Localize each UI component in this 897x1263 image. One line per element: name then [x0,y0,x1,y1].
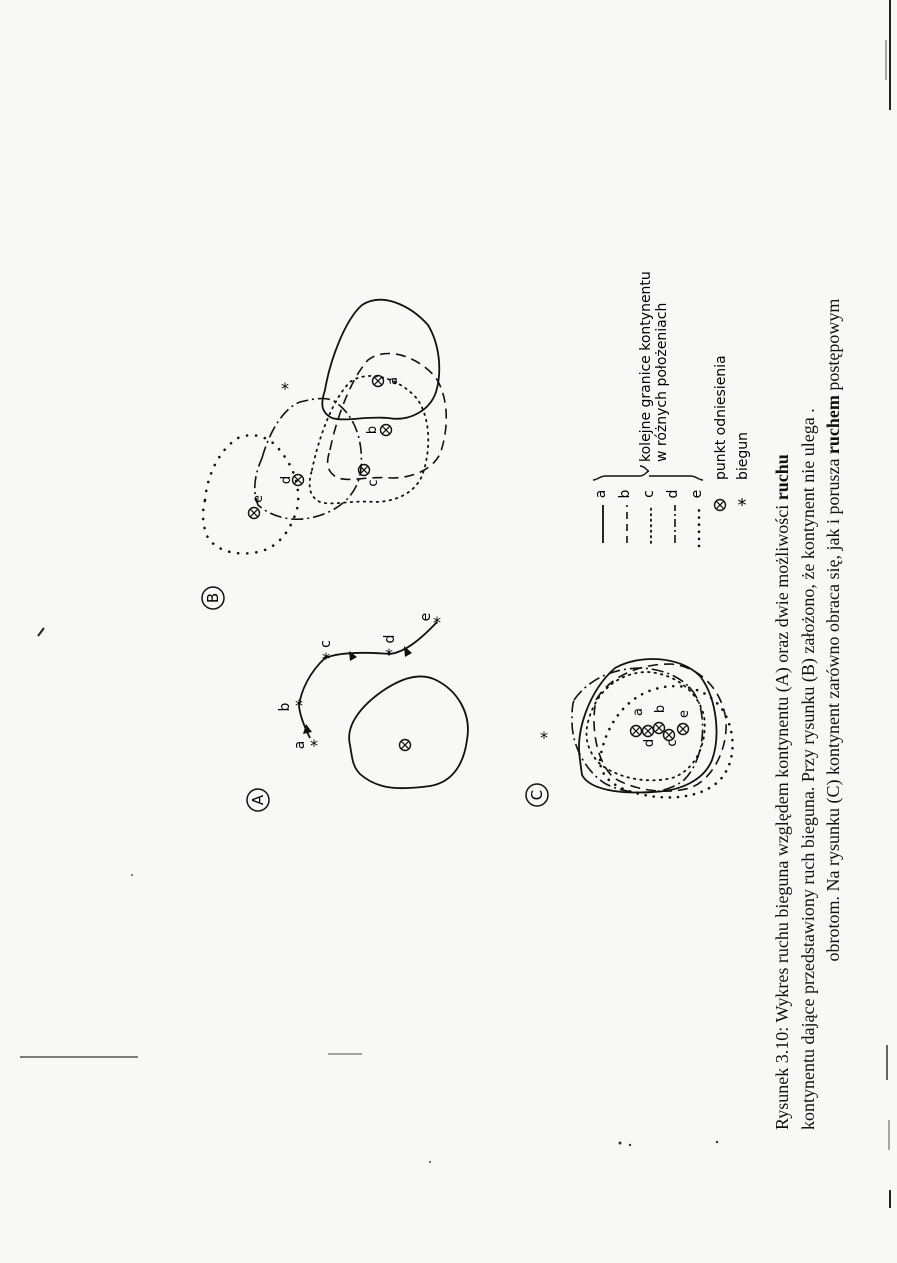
pole-star-b: * [281,379,289,398]
legend-key-c: c [641,490,657,498]
c-point-d: d [642,738,657,748]
legend-key-a: a [593,489,609,499]
figure-caption [770,130,847,1130]
path-point-c: c [318,640,334,648]
panel-a-label: A [249,794,267,806]
panel-c-label: C [528,789,546,801]
path-point-b: b [277,702,293,712]
panel-b [202,300,446,609]
continent-a-outline [349,676,468,788]
legend-key-b: b [617,489,633,499]
outline-b-e [203,435,298,553]
scan-artifacts [20,0,890,1208]
outline-b-d [255,399,362,520]
c-point-b: b [653,704,668,714]
svg-text:*: * [433,613,441,632]
c-point-c: c [665,739,680,747]
path-point-a: a [292,740,308,750]
svg-text:*: * [385,645,393,664]
b-point-c: c [366,479,381,487]
legend [593,271,751,546]
c-point-e: e [677,710,692,718]
panel-a [247,613,468,811]
caption-line-1: Rysunek 3.10: Wykres ruchu bieguna względem kontynentu (A) oraz dwie możliwości ruchu [771,454,792,1130]
svg-text:*: * [295,696,303,715]
panel-c [526,659,733,806]
legend-reference-label: punkt odniesienia [713,355,729,480]
c-point-a: a [631,708,646,716]
pole-star-c: * [540,728,548,747]
b-point-d: d [279,475,294,485]
path-point-d: d [382,634,398,644]
legend-key-d: d [665,489,681,499]
legend-brace [593,466,703,480]
outline-b-b [328,353,447,479]
legend-reference-icon [715,500,726,511]
caption-line-3: obrotom. Na rysunku (C) kontynent zarówno obraca się, jak i porusza ruchem postępowym [822,298,843,962]
legend-bracket-line1: kolejne granice kontynentu [638,271,654,462]
legend-key-e: e [689,489,705,499]
reference-point-icon [400,740,411,751]
caption-line-2: kontynentu dające przedstawiony ruch bieguna. Przy rysunku (B) założono, że kontynent nie ulega . [797,408,818,1130]
outline-b-a [322,300,439,420]
svg-text:*: * [322,649,330,668]
b-point-e: e [251,495,266,503]
panel-b-label: B [204,592,222,604]
b-point-b: b [365,425,380,435]
path-point-e: e [418,612,434,622]
legend-pole-label: biegun [735,431,751,480]
legend-bracket-line2: w różnych położeniach [654,302,670,462]
svg-text:*: * [310,736,318,755]
b-point-a: a [386,377,401,385]
legend-pole-icon: * [737,495,747,516]
pole-path-a [299,622,437,738]
